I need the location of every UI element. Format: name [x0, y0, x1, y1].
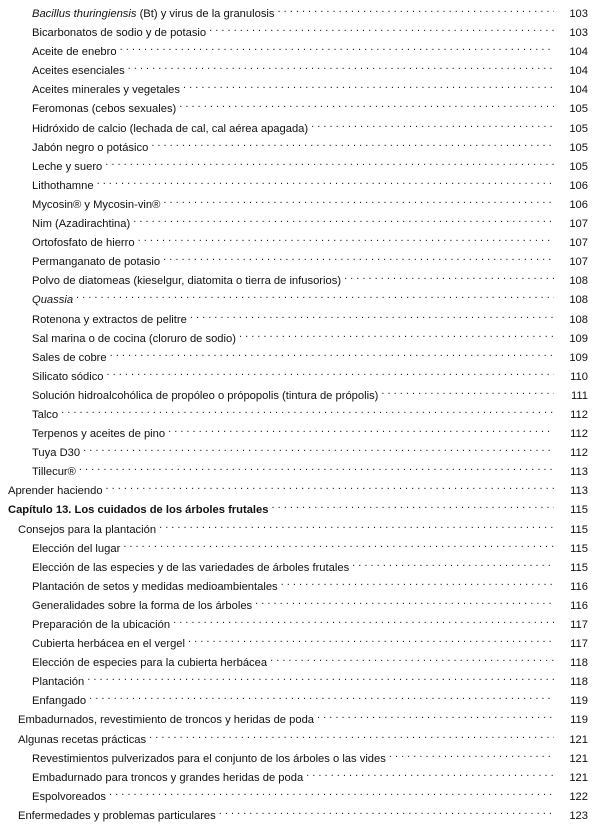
- toc-leader-dots: [105, 159, 554, 170]
- toc-entry-label: Plantación: [32, 676, 85, 689]
- toc-leader-dots: [76, 292, 554, 303]
- toc-entry-page: 115: [570, 542, 588, 555]
- toc-entry-page: 111: [570, 389, 588, 402]
- toc-entry-label: Quassia: [32, 294, 74, 307]
- toc-entry-label: Permanganato de potasio: [32, 256, 161, 269]
- toc-leader-dots: [149, 732, 554, 743]
- toc-leader-dots: [107, 369, 554, 380]
- toc-entry[interactable]: [0, 140, 600, 159]
- toc-leader-dots: [138, 235, 554, 246]
- toc-entry[interactable]: [0, 426, 600, 445]
- toc-entry-label: Terpenos y aceites de pino: [32, 428, 166, 441]
- toc-entry-page: 121: [569, 733, 588, 746]
- toc-leader-dots: [163, 197, 554, 208]
- toc-entry-label: Sales de cobre: [32, 351, 107, 364]
- toc-entry[interactable]: [0, 312, 600, 331]
- toc-entry-page: 112: [570, 447, 588, 460]
- toc-entry-page: 119: [570, 714, 588, 727]
- toc-entry-label: Jabón negro o potásico: [32, 141, 149, 154]
- toc-entry-page: 115: [570, 523, 588, 536]
- toc-entry-label: Hidróxido de calcio (lechada de cal, cal aérea apagada): [32, 122, 309, 135]
- toc-leader-dots: [106, 483, 554, 494]
- toc-entry[interactable]: [0, 732, 600, 751]
- toc-leader-dots: [389, 751, 554, 762]
- toc-leader-dots: [281, 579, 554, 590]
- toc-entry[interactable]: [0, 350, 600, 369]
- toc-entry[interactable]: [0, 254, 600, 273]
- toc-entry[interactable]: [0, 808, 600, 827]
- toc-entry[interactable]: [0, 273, 600, 292]
- toc-entry[interactable]: [0, 674, 600, 693]
- toc-entry[interactable]: [0, 121, 600, 140]
- toc-entry-label: Revestimientos pulverizados para el conjunto de los árboles o las vides: [32, 752, 386, 765]
- toc-entry-label: Solución hidroalcohólica de propóleo o própopolis (tintura de própolis): [32, 389, 379, 402]
- toc-leader-dots: [271, 502, 554, 513]
- toc-entry-page: 117: [570, 638, 588, 651]
- toc-entry-label: Polvo de diatomeas (kieselgur, diatomita o tierra de infusorios): [32, 275, 342, 288]
- toc-leader-dots: [317, 712, 554, 723]
- toc-leader-dots: [128, 63, 554, 74]
- toc-entry-page: 107: [569, 256, 588, 269]
- toc-entry-page: 113: [570, 485, 588, 498]
- toc-entry[interactable]: [0, 579, 600, 598]
- toc-entry-page: 105: [569, 103, 588, 116]
- toc-leader-dots: [209, 25, 554, 36]
- toc-entry-label: Bicarbonatos de sodio y de potasio: [32, 27, 207, 40]
- toc-leader-dots: [133, 216, 554, 227]
- toc-entry-page: 104: [569, 84, 588, 97]
- toc-entry[interactable]: [0, 331, 600, 350]
- toc-entry-page: 121: [569, 771, 588, 784]
- toc-leader-dots: [255, 598, 554, 609]
- toc-entry-page: 103: [569, 27, 588, 40]
- toc-entry-page: 121: [569, 752, 588, 765]
- toc-entry[interactable]: [0, 44, 600, 63]
- toc-entry-page: 107: [569, 218, 588, 231]
- toc-leader-dots: [120, 44, 554, 55]
- toc-leader-dots: [79, 464, 554, 475]
- toc-entry-label: Aprender haciendo: [8, 485, 103, 498]
- toc-entry[interactable]: [0, 292, 600, 311]
- toc-entry[interactable]: [0, 235, 600, 254]
- toc-entry[interactable]: [0, 369, 600, 388]
- toc-leader-dots: [123, 541, 554, 552]
- toc-entry-page: 108: [569, 313, 588, 326]
- toc-entry-page: 110: [570, 370, 588, 383]
- toc-entry-label: Elección de especies para la cubierta herbácea: [32, 657, 268, 670]
- toc-entry-label: Leche y suero: [32, 160, 103, 173]
- toc-leader-dots: [344, 273, 554, 284]
- toc-entry[interactable]: [0, 445, 600, 464]
- toc-entry[interactable]: [0, 617, 600, 636]
- toc-entry[interactable]: [0, 522, 600, 541]
- toc-entry-label: Rotenona y extractos de pelitre: [32, 313, 187, 326]
- toc-entry[interactable]: [0, 751, 600, 770]
- toc-entry-label: Lithothamne: [32, 179, 94, 192]
- toc-entry-page: 104: [569, 65, 588, 78]
- toc-leader-dots: [109, 789, 554, 800]
- toc-entry-label: Embadurnado para troncos y grandes heridas de poda: [32, 771, 304, 784]
- toc-entry-label: Aceite de enebro: [32, 46, 117, 59]
- toc-entry[interactable]: [0, 178, 600, 197]
- toc-leader-dots: [173, 617, 554, 628]
- toc-entry-label: Nim (Azadirachtina): [32, 218, 131, 231]
- toc-leader-dots: [188, 636, 554, 647]
- toc-entry-page: 105: [569, 122, 588, 135]
- toc-entry-label: Enfangado: [32, 695, 87, 708]
- toc-leader-dots: [61, 407, 554, 418]
- toc-leader-dots: [97, 178, 554, 189]
- toc-entry-label: Plantación de setos y medidas medioambientales: [32, 580, 278, 593]
- toc-entry-page: 112: [570, 408, 588, 421]
- toc-leader-dots: [278, 6, 555, 17]
- toc-entry-page: 116: [570, 599, 588, 612]
- toc-leader-dots: [190, 312, 554, 323]
- toc-entry[interactable]: [0, 101, 600, 120]
- toc-entry-label: Feromonas (cebos sexuales): [32, 103, 177, 116]
- toc-entry[interactable]: [0, 598, 600, 617]
- toc-entry-page: 109: [569, 351, 588, 364]
- toc-leader-dots: [87, 674, 554, 685]
- toc-entry-label: Capítulo 13. Los cuidados de los árboles frutales: [8, 504, 269, 517]
- toc-entry-page: 104: [569, 46, 588, 59]
- toc-entry-label: Cubierta herbácea en el vergel: [32, 638, 185, 651]
- toc-leader-dots: [270, 655, 554, 666]
- toc-entry-page: 118: [570, 657, 588, 670]
- toc-entry-label: Tillecur®: [32, 466, 76, 479]
- toc-entry-label: Tuya D30: [32, 447, 81, 460]
- toc-entry-label: Algunas recetas prácticas: [18, 733, 147, 746]
- toc-entry-label: Sal marina o de cocina (cloruro de sodio): [32, 332, 236, 345]
- toc-entry[interactable]: [0, 502, 600, 521]
- toc-entry-page: 117: [570, 619, 588, 631]
- toc-entry[interactable]: [0, 197, 600, 216]
- toc-entry-label: Aceites esenciales: [32, 65, 125, 78]
- toc-entry-page: 123: [569, 809, 588, 822]
- toc-entry-label: Generalidades sobre la forma de los árboles: [32, 599, 253, 612]
- toc-entry-label: Mycosin® y Mycosin-vin®: [32, 198, 161, 211]
- toc-entry-label: Embadurnados, revestimiento de troncos y heridas de poda: [18, 714, 315, 727]
- toc-entry-label: Bacillus thuringiensis (Bt) y virus de la granulosis: [32, 8, 275, 20]
- toc-leader-dots: [163, 254, 554, 265]
- toc-entry-label: Enfermedades y problemas particulares: [18, 809, 216, 822]
- toc-entry[interactable]: [0, 655, 600, 674]
- toc-leader-dots: [239, 331, 554, 342]
- toc-entry[interactable]: [0, 159, 600, 178]
- toc-leader-dots: [83, 445, 554, 456]
- toc-entry[interactable]: [0, 789, 600, 808]
- toc-entry-label: Talco: [32, 408, 59, 421]
- toc-entry-page: 115: [570, 561, 588, 574]
- toc-leader-dots: [219, 808, 554, 819]
- toc-entry-label: Espolvoreados: [32, 790, 107, 803]
- toc-entry[interactable]: [0, 560, 600, 579]
- toc-entry-page: 105: [569, 160, 588, 173]
- toc-entry-page: 108: [569, 275, 588, 288]
- toc-entry-page: 105: [569, 141, 588, 154]
- toc-entry-page: 116: [570, 580, 588, 593]
- toc-entry-page: 109: [569, 332, 588, 345]
- toc-leader-dots: [168, 426, 554, 437]
- toc-entry-label: Ortofosfato de hierro: [32, 237, 135, 250]
- toc-entry[interactable]: [0, 693, 600, 712]
- toc-entry-page: 122: [569, 790, 588, 803]
- toc-leader-dots: [179, 101, 554, 112]
- toc-entry[interactable]: [0, 25, 600, 44]
- toc-entry-label: Aceites minerales y vegetales: [32, 84, 180, 97]
- toc-entry[interactable]: [0, 483, 600, 502]
- toc-leader-dots: [381, 388, 554, 399]
- toc-leader-dots: [306, 770, 554, 781]
- toc-entry[interactable]: [0, 541, 600, 560]
- toc-entry-page: 103: [569, 8, 588, 20]
- toc-leader-dots: [110, 350, 554, 361]
- toc-entry[interactable]: [0, 82, 600, 101]
- toc-entry-page: 108: [569, 294, 588, 307]
- toc-entry-label: Preparación de la ubicación: [32, 619, 171, 631]
- toc-leader-dots: [159, 522, 554, 533]
- toc-entry[interactable]: [0, 388, 600, 407]
- toc-entry-page: 106: [569, 198, 588, 211]
- toc-entry-page: 112: [570, 428, 588, 441]
- toc-entry-label: Elección de las especies y de las variedades de árboles frutales: [32, 561, 350, 574]
- toc-entry[interactable]: [0, 712, 600, 731]
- toc-entry[interactable]: [0, 6, 600, 25]
- toc-entry-page: 115: [570, 504, 588, 517]
- toc-entry-label: Elección del lugar: [32, 542, 121, 555]
- toc-leader-dots: [352, 560, 554, 571]
- toc-entry-page: 107: [569, 237, 588, 250]
- toc-entry-page: 113: [570, 466, 588, 479]
- toc-entry[interactable]: [0, 770, 600, 789]
- toc-entry-page: 106: [569, 179, 588, 192]
- toc-entry[interactable]: [0, 216, 600, 235]
- toc-entry[interactable]: [0, 636, 600, 655]
- toc-entry-label: Consejos para la plantación: [18, 523, 157, 536]
- toc-leader-dots: [311, 121, 554, 132]
- toc-leader-dots: [89, 693, 554, 704]
- toc-entry[interactable]: [0, 407, 600, 426]
- toc-entry[interactable]: [0, 464, 600, 483]
- toc-entry-label: Silicato sódico: [32, 370, 104, 383]
- toc-leader-dots: [183, 82, 554, 93]
- toc-entry[interactable]: [0, 63, 600, 82]
- toc-entry-page: 119: [570, 695, 588, 708]
- toc-entry-page: 118: [570, 676, 588, 689]
- toc-leader-dots: [151, 140, 554, 151]
